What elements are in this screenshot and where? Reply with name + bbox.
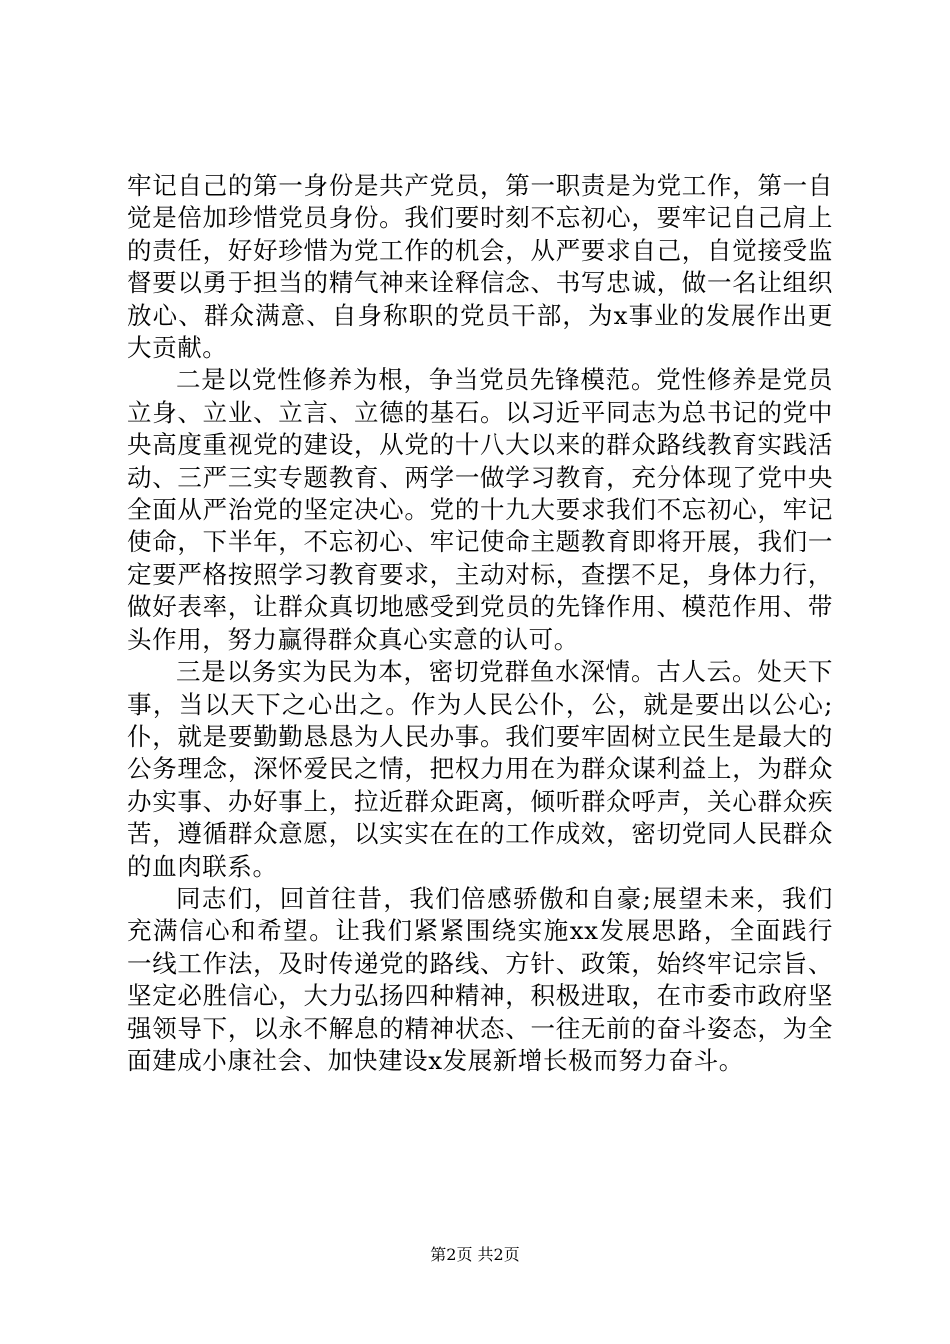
page-footer: 第2页 共2页 bbox=[430, 1245, 520, 1264]
paragraph-2: 二是以党性修养为根，争当党员先锋模范。党性修养是党员立身、立业、立言、立德的基石。以习近平同志为总书记的党中央高度重视党的建设，从党的十八大以来的群众路线教育实践活动、三严三实专题教育、两学一做学习教育，充分体现了党中央全面从严治党的坚定决心。党的十九大要求我们不忘初心，牢记使命，下半年，不忘初心、牢记使命主题教育即将开展，我们一定要严格按照学习教育要求，主动对标，查摆不足，身体力行，做好表率，让群众真切地感受到党员的先锋作用、模范作用、带头作用，努力赢得群众真心实意的认可。 bbox=[127, 365, 833, 654]
paragraph-4: 同志们，回首往昔，我们倍感骄傲和自豪;展望未来，我们充满信心和希望。让我们紧紧围绕实施xx发展思路，全面践行一线工作法，及时传递党的路线、方针、政策，始终牢记宗旨、坚定必胜信心，大力弘扬四种精神，积极进取，在市委市政府坚强领导下，以永不解息的精神状态、一往无前的奋斗姿态，为全面建成小康社会、加快建设x发展新增长极而努力奋斗。 bbox=[127, 883, 833, 1075]
paragraph-1: 牢记自己的第一身份是共产党员，第一职责是为党工作，第一自觉是倍加珍惜党员身份。我们要时刻不忘初心，要牢记自己肩上的责任，好好珍惜为党工作的机会，从严要求自己，自觉接受监督要以勇于担当的精气神来诠释信念、书写忠诚，做一名让组织放心、群众满意、自身称职的党员干部，为x事业的发展作出更大贡献。 bbox=[127, 171, 833, 363]
paragraph-3: 三是以务实为民为本，密切党群鱼水深情。古人云。处天下事，当以天下之心出之。作为人民公仆，公，就是要出以公心;仆，就是要勤勤恳恳为人民办事。我们要牢固树立民生是最大的公务理念，深怀爱民之情，把权力用在为群众谋利益上，为群众办实事、办好事上，拉近群众距离，倾听群众呼声，关心群众疾苦，遵循群众意愿，以实实在在的工作成效，密切党同人民群众的血肉联系。 bbox=[127, 657, 833, 881]
document-body bbox=[127, 170, 833, 1077]
